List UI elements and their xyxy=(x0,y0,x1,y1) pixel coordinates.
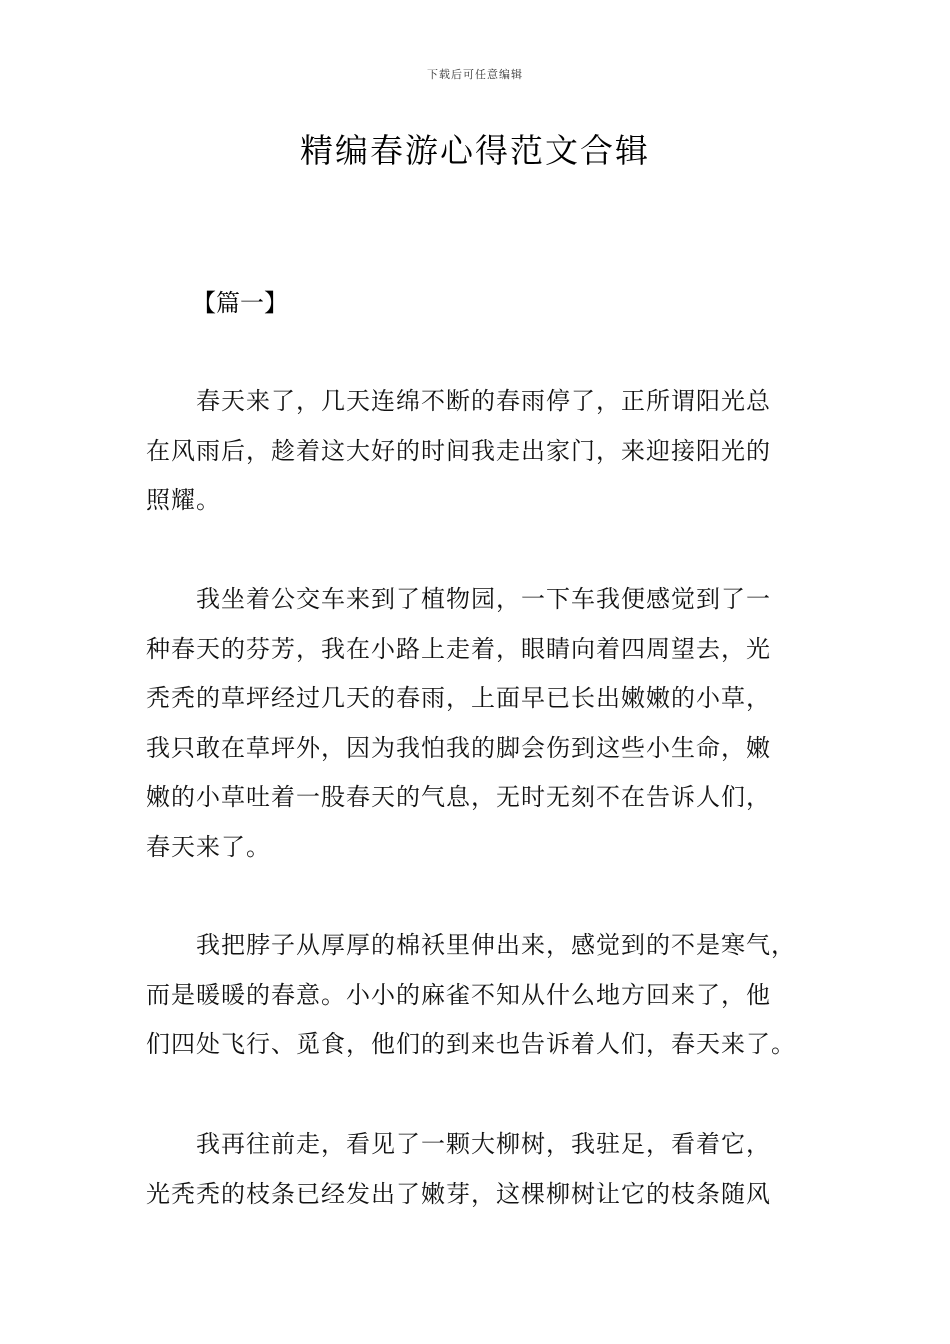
paragraph-line: 们四处飞行、觅食，他们的到来也告诉着人们，春天来了。 xyxy=(146,1030,796,1058)
paragraph-line: 我再往前走，看见了一颗大柳树，我驻足，看着它， xyxy=(146,1130,771,1158)
paragraph-2 xyxy=(146,575,826,872)
paragraph-line: 我只敢在草坪外，因为我怕我的脚会伤到这些小生命，嫩 xyxy=(146,733,771,762)
paragraph-3 xyxy=(146,921,826,1070)
paragraph-1 xyxy=(146,377,826,526)
paragraph-line: 照耀。 xyxy=(146,486,221,514)
document-title: 精编春游心得范文合辑 xyxy=(300,131,650,170)
header-note: 下载后可任意编辑 xyxy=(427,68,523,81)
paragraph-line: 秃秃的草坪经过几天的春雨，上面早已长出嫩嫩的小草， xyxy=(146,684,771,712)
paragraph-line: 在风雨后，趁着这大好的时间我走出家门，来迎接阳光的 xyxy=(146,436,771,465)
paragraph-4 xyxy=(146,1120,826,1219)
paragraph-line: 我坐着公交车来到了植物园，一下车我便感觉到了一 xyxy=(146,585,771,613)
paragraph-line: 光秃秃的枝条已经发出了嫩芽，这棵柳树让它的枝条随风 xyxy=(146,1179,771,1208)
paragraph-line: 我把脖子从厚厚的棉袄里伸出来，感觉到的不是寒气， xyxy=(146,931,796,959)
paragraph-line: 种春天的芬芳，我在小路上走着，眼睛向着四周望去，光 xyxy=(146,634,771,663)
paragraph-line: 春天来了，几天连绵不断的春雨停了，正所谓阳光总 xyxy=(146,387,771,415)
paragraph-line: 嫩的小草吐着一股春天的气息，无时无刻不在告诉人们， xyxy=(146,783,771,811)
section-heading: 【篇一】 xyxy=(192,289,288,317)
paragraph-line: 春天来了。 xyxy=(146,832,271,861)
paragraph-line: 而是暖暖的春意。小小的麻雀不知从什么地方回来了，他 xyxy=(146,980,771,1009)
